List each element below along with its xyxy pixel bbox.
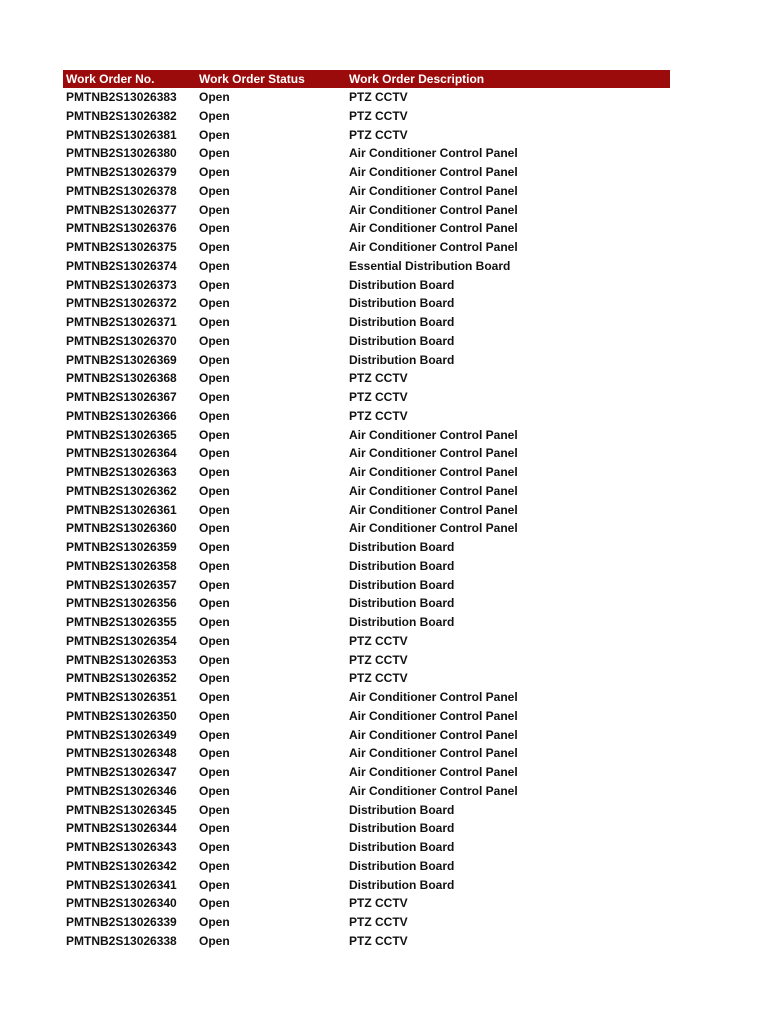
table-row (63, 763, 670, 782)
work-order-status-cell: Open (199, 371, 230, 386)
work-order-description-cell: Distribution Board (349, 277, 455, 292)
table-row (63, 182, 670, 201)
work-order-status-cell: Open (199, 202, 230, 217)
table-row (63, 538, 670, 557)
work-order-no-cell: PMTNB2S13026354 (66, 633, 177, 648)
table-row (63, 894, 670, 913)
work-order-status-cell: Open (199, 296, 230, 311)
work-order-description-cell: Air Conditioner Control Panel (349, 746, 518, 761)
work-order-description-cell: Air Conditioner Control Panel (349, 727, 518, 742)
table-row (63, 557, 670, 576)
work-order-no-cell: PMTNB2S13026370 (66, 333, 177, 348)
work-order-description-cell: Distribution Board (349, 296, 455, 311)
table-row (63, 688, 670, 707)
work-order-no-cell: PMTNB2S13026350 (66, 708, 177, 723)
work-order-status-cell: Open (199, 577, 230, 592)
work-order-status-cell: Open (199, 821, 230, 836)
table-row (63, 126, 670, 145)
work-order-status-cell: Open (199, 333, 230, 348)
work-order-description-cell: PTZ CCTV (349, 390, 408, 404)
work-order-description-cell: Air Conditioner Control Panel (349, 708, 518, 723)
table-row (63, 744, 670, 763)
column-header-work-order-no: Work Order No. (66, 72, 155, 86)
work-order-no-cell: PMTNB2S13026383 (66, 90, 177, 104)
work-order-no-cell: PMTNB2S13026379 (66, 165, 177, 179)
work-order-no-cell: PMTNB2S13026363 (66, 465, 177, 479)
work-order-status-cell: Open (199, 633, 230, 648)
table-row (63, 313, 670, 332)
work-order-no-cell: PMTNB2S13026344 (66, 821, 177, 836)
work-order-no-cell: PMTNB2S13026364 (66, 446, 177, 461)
work-order-description-cell: Distribution Board (349, 540, 455, 554)
work-order-no-cell: PMTNB2S13026382 (66, 108, 177, 123)
work-order-description-cell: Air Conditioner Control Panel (349, 183, 518, 198)
work-order-no-cell: PMTNB2S13026348 (66, 746, 177, 761)
work-order-no-cell: PMTNB2S13026381 (66, 127, 177, 142)
work-order-description-cell: PTZ CCTV (349, 127, 408, 142)
work-order-status-cell: Open (199, 671, 230, 686)
work-order-status-cell: Open (199, 183, 230, 198)
work-order-status-cell: Open (199, 108, 230, 123)
work-order-no-cell: PMTNB2S13026343 (66, 840, 177, 854)
table-row (63, 782, 670, 801)
work-order-status-cell: Open (199, 277, 230, 292)
work-order-status-cell: Open (199, 352, 230, 367)
work-order-status-cell: Open (199, 615, 230, 629)
work-order-status-cell: Open (199, 933, 230, 948)
work-order-status-cell: Open (199, 465, 230, 479)
work-order-description-cell: Air Conditioner Control Panel (349, 765, 518, 779)
work-order-status-cell: Open (199, 558, 230, 573)
table-body (63, 88, 670, 951)
table-row (63, 276, 670, 295)
work-order-status-cell: Open (199, 521, 230, 536)
work-order-description-cell: Air Conditioner Control Panel (349, 465, 518, 479)
work-order-status-cell: Open (199, 783, 230, 798)
table-row (63, 726, 670, 745)
work-order-no-cell: PMTNB2S13026345 (66, 802, 177, 817)
work-order-no-cell: PMTNB2S13026366 (66, 408, 177, 423)
work-order-status-cell: Open (199, 840, 230, 854)
work-order-description-cell: Air Conditioner Control Panel (349, 690, 518, 704)
work-order-description-cell: PTZ CCTV (349, 671, 408, 686)
work-order-no-cell: PMTNB2S13026373 (66, 277, 177, 292)
table-row (63, 632, 670, 651)
work-order-status-cell: Open (199, 858, 230, 873)
work-order-no-cell: PMTNB2S13026357 (66, 577, 177, 592)
work-order-status-cell: Open (199, 240, 230, 254)
work-order-status-cell: Open (199, 258, 230, 273)
work-order-no-cell: PMTNB2S13026349 (66, 727, 177, 742)
table-row (63, 669, 670, 688)
work-order-no-cell: PMTNB2S13026362 (66, 483, 177, 498)
work-order-description-cell: PTZ CCTV (349, 408, 408, 423)
work-order-no-cell: PMTNB2S13026339 (66, 915, 177, 929)
work-order-no-cell: PMTNB2S13026346 (66, 783, 177, 798)
work-order-description-cell: Distribution Board (349, 802, 455, 817)
work-order-status-cell: Open (199, 483, 230, 498)
work-order-status-cell: Open (199, 727, 230, 742)
work-order-status-cell: Open (199, 915, 230, 929)
work-order-description-cell: Air Conditioner Control Panel (349, 521, 518, 536)
work-order-status-cell: Open (199, 165, 230, 179)
work-order-table (63, 70, 670, 951)
work-order-status-cell: Open (199, 746, 230, 761)
work-order-status-cell: Open (199, 390, 230, 404)
table-row (63, 707, 670, 726)
work-order-description-cell: Air Conditioner Control Panel (349, 240, 518, 254)
work-order-no-cell: PMTNB2S13026358 (66, 558, 177, 573)
table-row (63, 576, 670, 595)
table-row (63, 594, 670, 613)
work-order-status-cell: Open (199, 652, 230, 667)
table-row (63, 501, 670, 520)
table-row (63, 932, 670, 951)
work-order-status-cell: Open (199, 146, 230, 161)
work-order-no-cell: PMTNB2S13026341 (66, 877, 177, 892)
work-order-description-cell: Distribution Board (349, 821, 455, 836)
table-row (63, 257, 670, 276)
work-order-status-cell: Open (199, 896, 230, 911)
table-row (63, 426, 670, 445)
work-order-description-cell: Distribution Board (349, 615, 455, 629)
work-order-no-cell: PMTNB2S13026353 (66, 652, 177, 667)
table-row (63, 876, 670, 895)
work-order-status-cell: Open (199, 502, 230, 517)
work-order-description-cell: Air Conditioner Control Panel (349, 783, 518, 798)
work-order-status-cell: Open (199, 596, 230, 611)
table-row (63, 369, 670, 388)
column-header-work-order-status: Work Order Status (199, 72, 305, 86)
work-order-description-cell: Air Conditioner Control Panel (349, 221, 518, 236)
work-order-no-cell: PMTNB2S13026378 (66, 183, 177, 198)
work-order-no-cell: PMTNB2S13026372 (66, 296, 177, 311)
table-row (63, 651, 670, 670)
work-order-status-cell: Open (199, 877, 230, 892)
table-row (63, 838, 670, 857)
work-order-no-cell: PMTNB2S13026342 (66, 858, 177, 873)
work-order-no-cell: PMTNB2S13026361 (66, 502, 177, 517)
work-order-description-cell: Distribution Board (349, 558, 455, 573)
work-order-no-cell: PMTNB2S13026338 (66, 933, 177, 948)
work-order-no-cell: PMTNB2S13026371 (66, 315, 177, 329)
table-row (63, 201, 670, 220)
work-order-description-cell: Distribution Board (349, 333, 455, 348)
work-order-status-cell: Open (199, 765, 230, 779)
work-order-status-cell: Open (199, 90, 230, 104)
work-order-status-cell: Open (199, 690, 230, 704)
work-order-no-cell: PMTNB2S13026375 (66, 240, 177, 254)
work-order-no-cell: PMTNB2S13026360 (66, 521, 177, 536)
work-order-description-cell: Distribution Board (349, 596, 455, 611)
work-order-description-cell: Air Conditioner Control Panel (349, 446, 518, 461)
work-order-description-cell: Air Conditioner Control Panel (349, 165, 518, 179)
work-order-no-cell: PMTNB2S13026359 (66, 540, 177, 554)
work-order-description-cell: Distribution Board (349, 877, 455, 892)
work-order-description-cell: PTZ CCTV (349, 371, 408, 386)
table-row (63, 857, 670, 876)
work-order-status-cell: Open (199, 127, 230, 142)
table-row (63, 463, 670, 482)
work-order-status-cell: Open (199, 315, 230, 329)
table-row (63, 913, 670, 932)
table-row (63, 332, 670, 351)
table-row (63, 444, 670, 463)
table-row (63, 219, 670, 238)
work-order-description-cell: PTZ CCTV (349, 633, 408, 648)
work-order-status-cell: Open (199, 221, 230, 236)
work-order-status-cell: Open (199, 802, 230, 817)
work-order-status-cell: Open (199, 427, 230, 442)
work-order-description-cell: Distribution Board (349, 858, 455, 873)
table-row (63, 407, 670, 426)
work-order-no-cell: PMTNB2S13026340 (66, 896, 177, 911)
work-order-status-cell: Open (199, 540, 230, 554)
work-order-description-cell: Air Conditioner Control Panel (349, 427, 518, 442)
work-order-description-cell: Distribution Board (349, 352, 455, 367)
work-order-no-cell: PMTNB2S13026374 (66, 258, 177, 273)
work-order-description-cell: Distribution Board (349, 840, 455, 854)
work-order-status-cell: Open (199, 708, 230, 723)
table-header-row (63, 70, 670, 88)
work-order-status-cell: Open (199, 408, 230, 423)
work-order-no-cell: PMTNB2S13026369 (66, 352, 177, 367)
work-order-description-cell: PTZ CCTV (349, 915, 408, 929)
work-order-description-cell: PTZ CCTV (349, 652, 408, 667)
table-row (63, 163, 670, 182)
work-order-description-cell: PTZ CCTV (349, 933, 408, 948)
work-order-status-cell: Open (199, 446, 230, 461)
work-order-description-cell: Distribution Board (349, 577, 455, 592)
work-order-no-cell: PMTNB2S13026380 (66, 146, 177, 161)
work-order-description-cell: PTZ CCTV (349, 90, 408, 104)
work-order-description-cell: Air Conditioner Control Panel (349, 502, 518, 517)
work-order-no-cell: PMTNB2S13026377 (66, 202, 177, 217)
work-order-no-cell: PMTNB2S13026367 (66, 390, 177, 404)
table-row (63, 107, 670, 126)
table-row (63, 801, 670, 820)
table-row (63, 144, 670, 163)
work-order-no-cell: PMTNB2S13026351 (66, 690, 177, 704)
work-order-no-cell: PMTNB2S13026352 (66, 671, 177, 686)
work-order-description-cell: Distribution Board (349, 315, 455, 329)
table-row (63, 388, 670, 407)
column-header-work-order-description: Work Order Description (349, 72, 485, 86)
work-order-description-cell: PTZ CCTV (349, 896, 408, 911)
table-row (63, 238, 670, 257)
table-row (63, 519, 670, 538)
table-row (63, 613, 670, 632)
work-order-description-cell: Air Conditioner Control Panel (349, 146, 518, 161)
work-order-no-cell: PMTNB2S13026347 (66, 765, 177, 779)
work-order-no-cell: PMTNB2S13026365 (66, 427, 177, 442)
work-order-no-cell: PMTNB2S13026356 (66, 596, 177, 611)
work-order-no-cell: PMTNB2S13026368 (66, 371, 177, 386)
work-order-description-cell: PTZ CCTV (349, 108, 408, 123)
work-order-description-cell: Essential Distribution Board (349, 258, 511, 273)
table-row (63, 819, 670, 838)
table-row (63, 294, 670, 313)
work-order-no-cell: PMTNB2S13026355 (66, 615, 177, 629)
work-order-no-cell: PMTNB2S13026376 (66, 221, 177, 236)
table-row (63, 351, 670, 370)
work-order-description-cell: Air Conditioner Control Panel (349, 202, 518, 217)
table-row (63, 482, 670, 501)
table-row (63, 88, 670, 107)
work-order-description-cell: Air Conditioner Control Panel (349, 483, 518, 498)
